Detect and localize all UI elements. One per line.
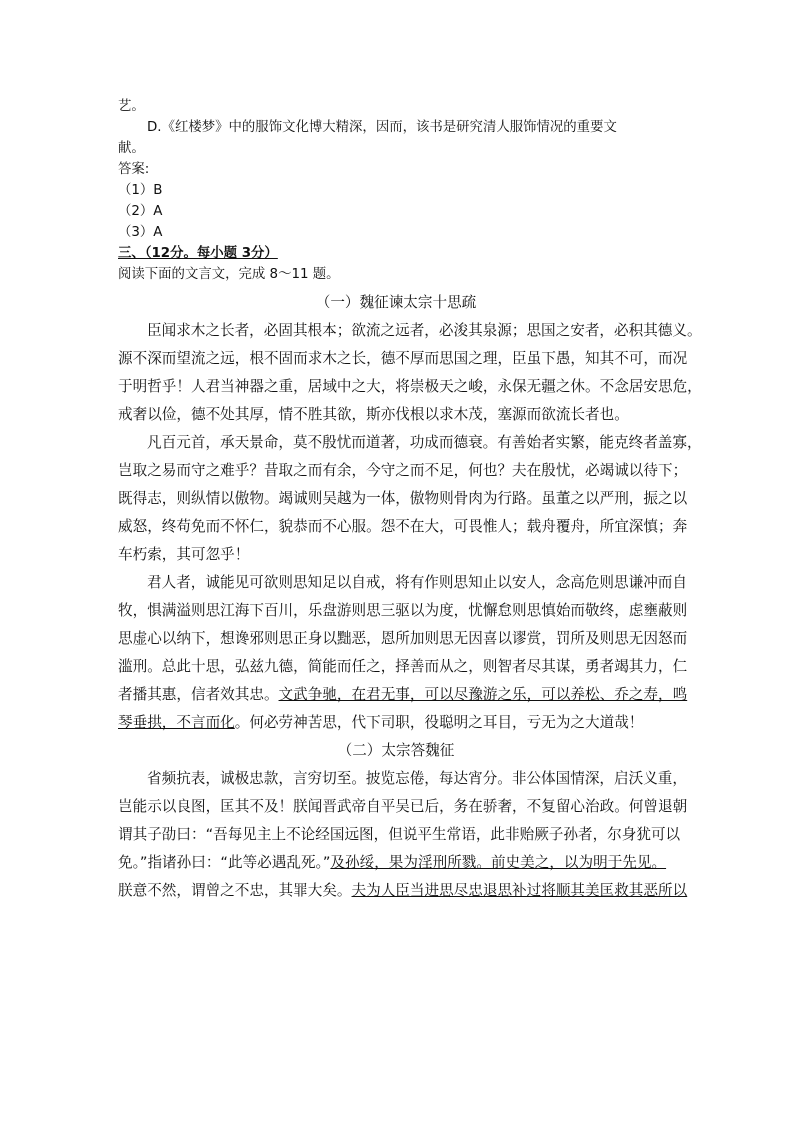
passage-line: 臣闻求木之长者，必固其根本；欲流之远者，必浚其泉源；思国之安者，必积其德义。	[147, 322, 702, 339]
underlined-sentence: 夫为人臣当进思尽忠退思补过将顺其美匡救其恶所以	[351, 882, 688, 899]
passage-line	[118, 849, 674, 877]
passage-line	[118, 877, 688, 905]
passage-line: 源不深而望流之远，根不固而求木之长，德不厚而思国之理，臣虽下愚，知其不可，而况	[118, 350, 688, 367]
passage-line: 戒奢以俭，德不处其厚，情不胜其欲，斯亦伐根以求木茂，塞源而欲流长者也。	[118, 406, 629, 423]
section-heading: 三、（12分。每小题 3分）	[118, 246, 278, 261]
section-instruction: 阅读下面的文言文，完成 8～11 题。	[118, 267, 340, 282]
passage-line: 威怒，终苟免而不怀仁，貌恭而不心服。怨不在大，可畏惟人；载舟覆舟，所宜深慎；奔	[118, 518, 688, 535]
passage-line: 岂取之易而守之难乎？昔取之而有余，今守之而不足，何也？夫在殷忧，必竭诚以待下；	[118, 462, 688, 479]
passage-text: 者播其惠，信者效其忠。	[118, 686, 279, 703]
passage-line: 既得志，则纵情以傲物。竭诚则吴越为一体，傲物则骨肉为行路。虽董之以严刑，振之以	[118, 490, 688, 507]
passage-line: 车朽索，其可忽乎！	[118, 546, 250, 563]
passage-line: 省频抗表，诚极忠款，言穷切至。披览忘倦，每达宵分。非公体国情深，启沃义重，	[147, 770, 687, 787]
passage-title: （一）魏征谏太宗十思疏	[315, 294, 477, 311]
passage-text: 。何必劳神苦思，代下司职，役聪明之耳目，亏无为之大道哉！	[234, 714, 644, 731]
passage-line: 岂能示以良图，匡其不及！朕闻晋武帝自平吴已后，务在骄奢，不复留心治政。何曾退朝	[118, 798, 688, 815]
passage-line: 牧，惧满溢则思江海下百川，乐盘游则思三驱以为度，忧懈怠则思慎始而敬终，虑壅蔽则	[118, 602, 688, 619]
answer-label: 答案:	[118, 162, 150, 177]
passage-line	[118, 681, 688, 709]
text-line: 艺。	[118, 99, 145, 114]
passage-title: （二）太宗答魏征	[337, 742, 455, 759]
passage-text: 朕意不然，谓曾之不忠，其罪大矣。	[118, 882, 352, 899]
passage-line: 于明哲乎！人君当神器之重，居域中之大，将崇极天之峻，永保无疆之休。不念居安思危，	[118, 378, 702, 395]
passage-line: 君人者，诚能见可欲则思知足以自戒，将有作则思知止以安人，念高危则思谦冲而自	[147, 574, 687, 591]
option-d-line: D.《红楼梦》中的服饰文化博大精深，因而，该书是研究清人服饰情况的重要文	[147, 120, 617, 135]
underlined-sentence: 文武争驰，在君无事，可以尽豫游之乐，可以养松、乔之寿，鸣	[278, 686, 688, 703]
option-d-line: 献。	[118, 141, 145, 156]
document-page	[118, 96, 702, 905]
passage-line: 滥刑。总此十思，弘兹九德，简能而任之，择善而从之，则智者尽其谋，勇者竭其力，仁	[118, 658, 688, 675]
passage-text: 免。”指诸孙曰：“此等必遇乱死。”	[118, 854, 331, 871]
answer-item: （1）B	[118, 183, 163, 198]
underlined-sentence: 琴垂拱，不言而化	[118, 714, 235, 731]
underlined-sentence: 及孙绥，果为淫刑所戮。前史美之，以为明于先见。	[330, 854, 667, 871]
passage-line: 凡百元首，承天景命，莫不殷忧而道著，功成而德衰。有善始者实繁，能克终者盖寡，	[147, 434, 702, 451]
passage-line	[118, 709, 674, 737]
answer-item: （2）A	[118, 204, 163, 219]
answer-item: （3）A	[118, 225, 163, 240]
passage-line: 思虚心以纳下，想谗邪则思正身以黜恶，恩所加则思无因喜以谬赏，罚所及则思无因怒而	[118, 630, 688, 647]
passage-line: 谓其子劭曰：“吾每见主上不论经国远图，但说平生常语，此非贻厥子孙者，尔身犹可以	[118, 826, 681, 843]
